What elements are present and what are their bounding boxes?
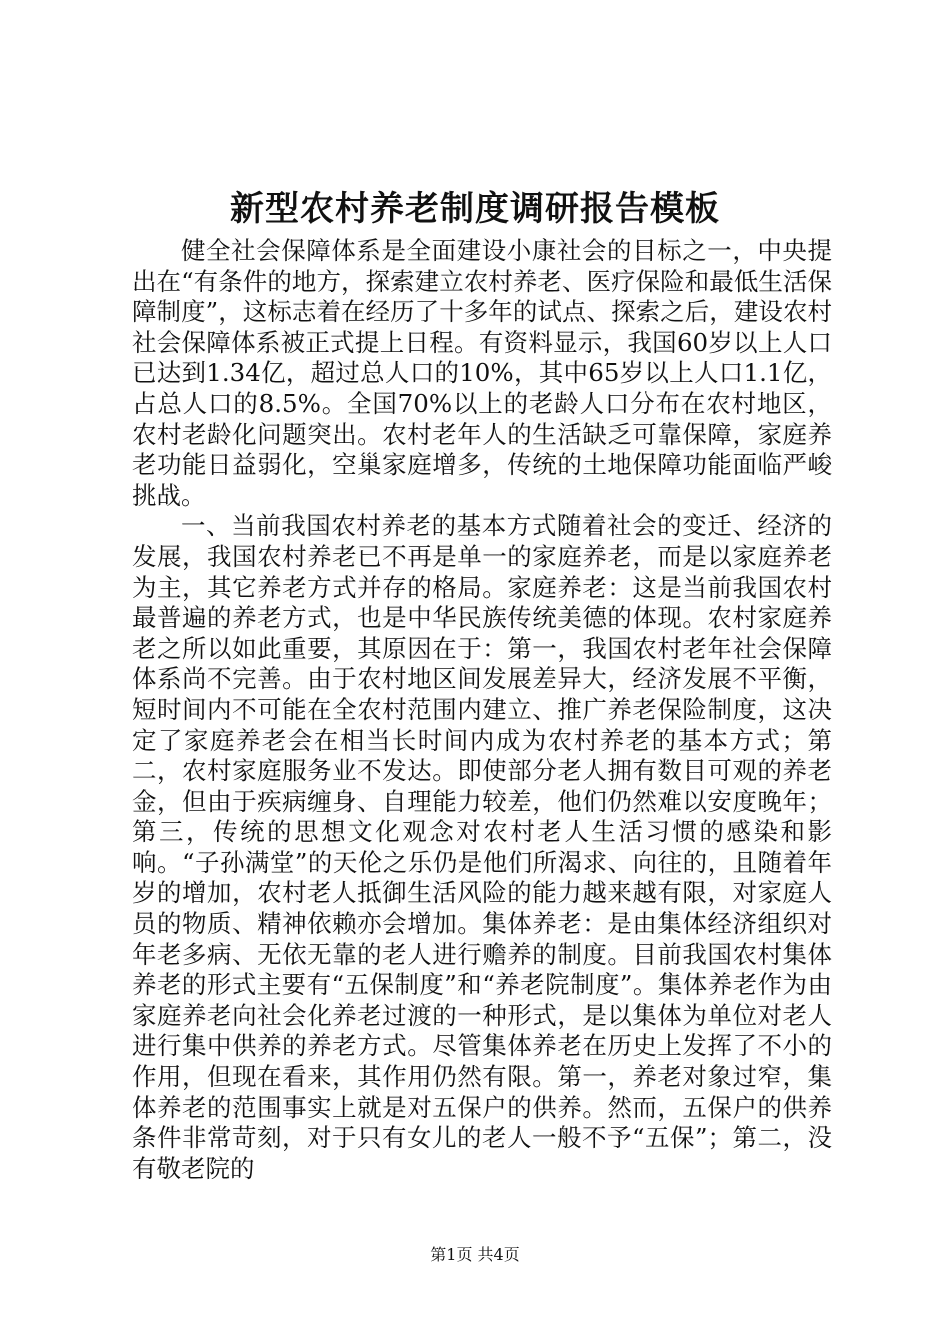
document-body — [132, 236, 832, 1184]
paragraph-section-one: 一、当前我国农村养老的基本方式随着社会的变迁、经济的发展，我国农村养老已不再是单一的家庭养老，而是以家庭养老为主，其它养老方式并存的格局。家庭养老：这是当前我国农村最普遍的养老方式，也是中华民族传统美德的体现。农村家庭养老之所以如此重要，其原因在于：第一，我国农村老年社会保障体系尚不完善。由于农村地区间发展差异大，经济发展不平衡，短时间内不可能在全农村范围内建立、推广养老保险制度，这决定了家庭养老会在相当长时间内成为农村养老的基本方式；第二，农村家庭服务业不发达。即使部分老人拥有数目可观的养老金，但由于疾病缠身、自理能力较差，他们仍然难以安度晚年；第三，传统的思想文化观念对农村老人生活习惯的感染和影响。“子孙满堂”的天伦之乐仍是他们所渴求、向往的，且随着年岁的增加，农村老人抵御生活风险的能力越来越有限，对家庭人员的物质、精神依赖亦会增加。集体养老：是由集体经济组织对年老多病、无依无靠的老人进行赡养的制度。目前我国农村集体养老的形式主要有“五保制度”和“养老院制度”。集体养老作为由家庭养老向社会化养老过渡的一种形式，是以集体为单位对老人进行集中供养的养老方式。尽管集体养老在历史上发挥了不小的作用，但现在看来，其作用仍然有限。第一，养老对象过窄，集体养老的范围事实上就是对五保户的供养。然而，五保户的供养条件非常苛刻，对于只有女儿的老人一般不予“五保”；第二，没有敬老院的 — [132, 511, 832, 1183]
document-title: 新型农村养老制度调研报告模板 — [230, 189, 720, 229]
paragraph-intro: 健全社会保障体系是全面建设小康社会的目标之一，中央提出在“有条件的地方，探索建立农村养老、医疗保险和最低生活保障制度”，这标志着在经历了十多年的试点、探索之后，建设农村社会保障体系被正式提上日程。有资料显示，我国60岁以上人口已达到1.34亿，超过总人口的10%，其中65岁以上人口1.1亿，占总人口的8.5%。全国70%以上的老龄人口分布在农村地区，农村老龄化问题突出。农村老年人的生活缺乏可靠保障，家庭养老功能日益弱化，空巢家庭增多，传统的土地保障功能面临严峻挑战。 — [132, 236, 832, 510]
page-footer: 第1页 共4页 — [430, 1245, 520, 1264]
